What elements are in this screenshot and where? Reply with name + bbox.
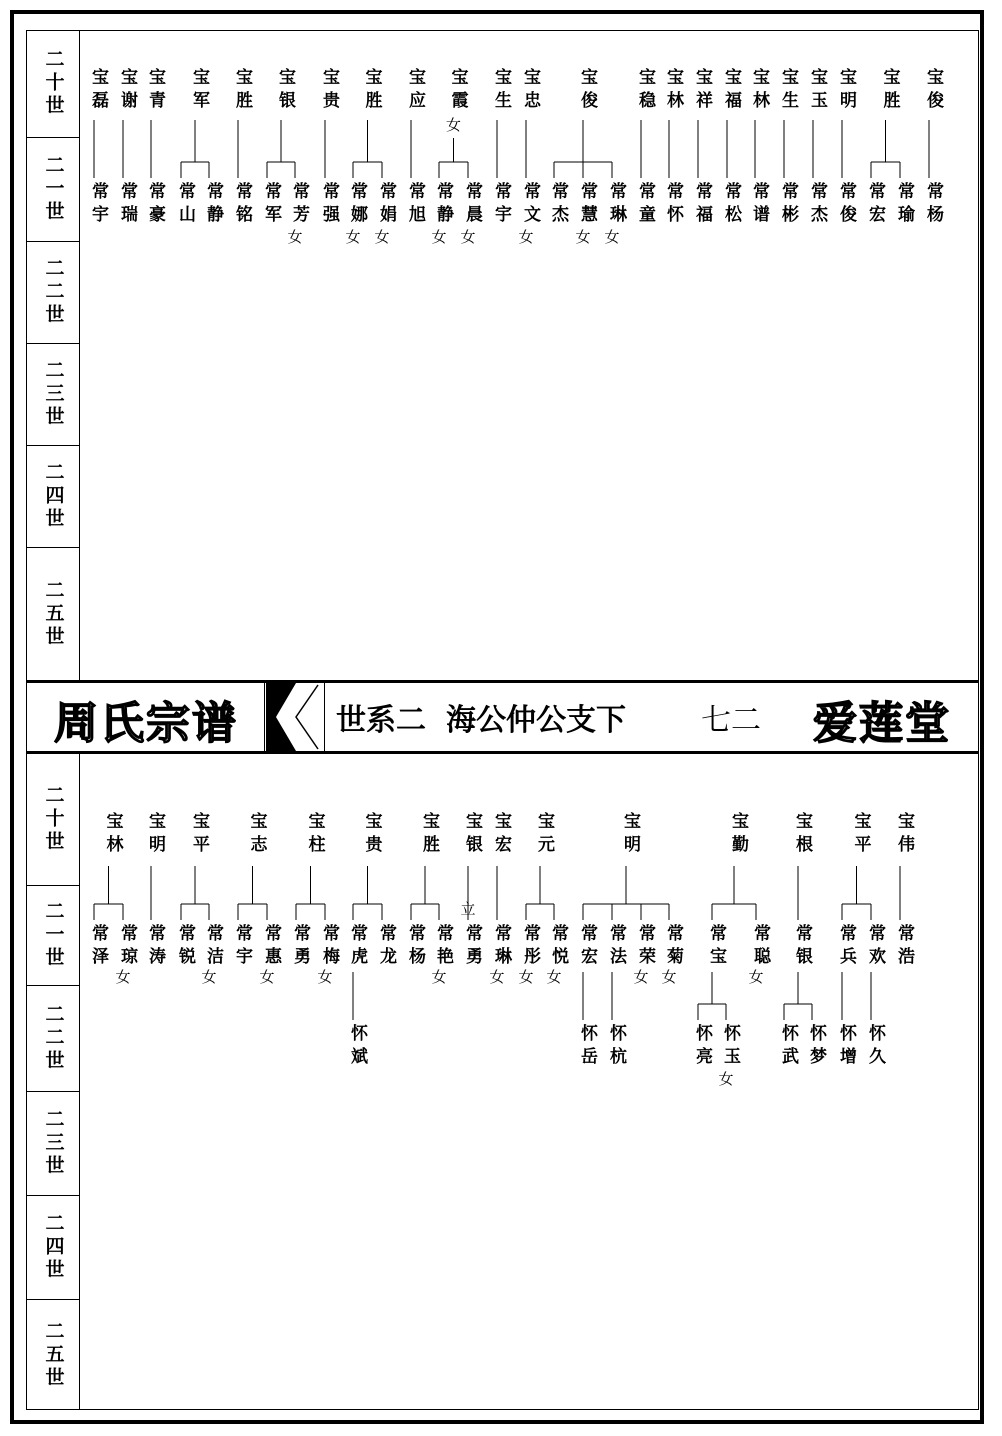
- child-name: 常慧: [577, 182, 597, 228]
- genealogy-title: 周氏宗谱: [54, 698, 238, 749]
- hall-name: 爱莲堂: [813, 698, 951, 749]
- gender-note: 女: [259, 968, 275, 986]
- father-name: 宝生: [491, 68, 511, 114]
- child-name: 常欢: [865, 924, 885, 970]
- generation-label: 二三世: [26, 344, 80, 446]
- grandchild-name: 怀斌: [347, 1024, 367, 1070]
- gender-note: 立: [460, 900, 476, 918]
- gender-note: 女: [575, 228, 591, 246]
- child-name: 常勇: [290, 924, 310, 970]
- father-name: 宝宏: [491, 812, 511, 858]
- child-name: 常宇: [88, 182, 108, 228]
- father-name: 宝生: [778, 68, 798, 114]
- child-name: 常荣: [635, 924, 655, 970]
- child-name: 常艳: [433, 924, 453, 970]
- gender-note: 女: [431, 968, 447, 986]
- child-name: 常虎: [347, 924, 367, 970]
- child-name: 常福: [692, 182, 712, 228]
- child-name: 常彤: [520, 924, 540, 970]
- branch-name: 海公仲公支下: [446, 703, 626, 738]
- father-name: 宝青: [145, 68, 165, 114]
- father-name: 宝俊: [577, 68, 597, 114]
- gender-note: 女: [661, 968, 677, 986]
- father-name: 宝勤: [728, 812, 748, 858]
- father-name: 宝平: [850, 812, 871, 858]
- child-name: 常杰: [548, 182, 568, 228]
- gender-note: 女: [489, 968, 505, 986]
- child-name: 常山: [175, 182, 195, 228]
- father-name: 宝稳: [635, 68, 655, 114]
- father-name: 宝林: [663, 68, 683, 114]
- generation-label: 二十世: [26, 754, 80, 886]
- child-name: 常军: [261, 182, 281, 228]
- father-name: 宝贵: [361, 812, 382, 858]
- lineage-section: 世系二: [336, 703, 426, 738]
- child-name: 常梅: [319, 924, 339, 970]
- child-name: 常芳: [289, 182, 309, 228]
- generation-label: 二四世: [26, 446, 80, 548]
- child-name: 常勇: [462, 924, 482, 970]
- father-name: 宝伟: [894, 812, 914, 858]
- father-name: 宝霞: [447, 68, 468, 114]
- child-name: 常童: [635, 182, 655, 228]
- child-name: 常静: [433, 182, 453, 228]
- child-name: 常宝: [706, 924, 726, 970]
- child-name: 常涛: [145, 924, 165, 970]
- father-name: 宝明: [145, 812, 165, 858]
- child-name: 常晨: [462, 182, 482, 228]
- child-name: 常豪: [145, 182, 165, 228]
- gender-note: 女: [431, 228, 447, 246]
- grandchild-name: 怀亮: [692, 1024, 712, 1070]
- gender-note: 女: [518, 968, 534, 986]
- gender-note: 女: [633, 968, 649, 986]
- grandchild-name: 怀玉: [720, 1024, 740, 1070]
- child-name: 常俊: [836, 182, 856, 228]
- child-name: 常浩: [894, 924, 914, 970]
- child-name: 常聪: [750, 924, 770, 970]
- child-name: 常旭: [405, 182, 425, 228]
- child-name: 常静: [203, 182, 223, 228]
- child-name: 常兵: [836, 924, 856, 970]
- generation-label: 二一世: [26, 138, 80, 242]
- father-name: 宝胜: [879, 68, 900, 114]
- child-name: 常琼: [117, 924, 137, 970]
- gender-note: 女: [604, 228, 620, 246]
- page-number: 七二: [701, 703, 761, 738]
- generation-label: 二五世: [42, 1320, 65, 1390]
- gender-note: 女: [201, 968, 217, 986]
- child-name: 常彬: [778, 182, 798, 228]
- child-name: 常银: [792, 924, 812, 970]
- child-name: 常瑞: [117, 182, 137, 228]
- grandchild-name: 怀梦: [806, 1024, 826, 1070]
- gender-note: 女: [518, 228, 534, 246]
- child-name: 常琳: [491, 924, 511, 970]
- father-name: 宝胜: [419, 812, 439, 858]
- child-name: 常杨: [405, 924, 425, 970]
- gender-note: 女: [317, 968, 333, 986]
- grandchild-name: 怀武: [778, 1024, 798, 1070]
- grandchild-name: 怀久: [865, 1024, 885, 1070]
- gender-note: 女: [374, 228, 390, 246]
- child-name: 常菊: [663, 924, 683, 970]
- child-name: 常洁: [203, 924, 223, 970]
- gender-note: 女: [748, 968, 764, 986]
- father-name: 宝胜: [232, 68, 252, 114]
- child-name: 常娜: [347, 182, 367, 228]
- child-name: 常瑜: [894, 182, 914, 228]
- father-name: 宝谢: [117, 68, 137, 114]
- child-name: 常铭: [232, 182, 252, 228]
- gender-note: 女: [460, 228, 476, 246]
- grandchild-name: 怀岳: [577, 1024, 597, 1070]
- gender-note: 女: [445, 116, 461, 134]
- father-name: 宝祥: [692, 68, 712, 114]
- father-name: 宝胜: [361, 68, 382, 114]
- child-name: 常文: [520, 182, 540, 228]
- child-name: 常强: [319, 182, 339, 228]
- child-name: 常杨: [923, 182, 943, 228]
- father-name: 宝应: [405, 68, 425, 114]
- generation-label: 二十世: [26, 30, 80, 138]
- generation-label: 二四世: [26, 1196, 80, 1300]
- child-name: 常宏: [577, 924, 597, 970]
- child-name: 常杰: [807, 182, 827, 228]
- father-name: 宝林: [102, 812, 123, 858]
- child-name: 常谱: [749, 182, 769, 228]
- child-name: 常宏: [865, 182, 885, 228]
- child-name: 常龙: [376, 924, 396, 970]
- father-name: 宝元: [534, 812, 554, 858]
- father-name: 宝林: [749, 68, 769, 114]
- generation-label: 二二世: [26, 986, 80, 1092]
- gender-note: 女: [115, 968, 131, 986]
- grandchild-name: 怀增: [836, 1024, 856, 1070]
- child-name: 常琳: [606, 182, 626, 228]
- father-name: 宝银: [462, 812, 482, 858]
- child-name: 常娟: [376, 182, 396, 228]
- child-name: 常惠: [261, 924, 281, 970]
- father-name: 宝军: [189, 68, 209, 114]
- father-name: 宝贵: [319, 68, 339, 114]
- father-name: 宝福: [721, 68, 741, 114]
- father-name: 宝志: [246, 812, 267, 858]
- child-name: 常锐: [175, 924, 195, 970]
- child-name: 常宇: [491, 182, 511, 228]
- father-name: 宝柱: [304, 812, 325, 858]
- grandchild-name: 怀杭: [606, 1024, 626, 1070]
- child-name: 常泽: [88, 924, 108, 970]
- father-name: 宝磊: [88, 68, 108, 114]
- gender-note: 女: [345, 228, 361, 246]
- child-name: 常怀: [663, 182, 683, 228]
- father-name: 宝明: [836, 68, 856, 114]
- father-name: 宝俊: [923, 68, 943, 114]
- father-name: 宝平: [189, 812, 209, 858]
- generation-label: 二一世: [26, 886, 80, 986]
- generation-label: 二五世: [42, 579, 65, 649]
- generation-label: 二三世: [26, 1092, 80, 1196]
- gender-note: 女: [718, 1070, 734, 1088]
- father-name: 宝根: [792, 812, 812, 858]
- father-name: 宝玉: [807, 68, 827, 114]
- gender-note: 女: [287, 228, 303, 246]
- child-name: 常松: [721, 182, 741, 228]
- generation-label: 二二世: [26, 242, 80, 344]
- child-name: 常法: [606, 924, 626, 970]
- father-name: 宝明: [620, 812, 640, 858]
- child-name: 常宇: [232, 924, 252, 970]
- gender-note: 女: [546, 968, 562, 986]
- child-name: 常悦: [548, 924, 568, 970]
- father-name: 宝忠: [520, 68, 540, 114]
- father-name: 宝银: [275, 68, 295, 114]
